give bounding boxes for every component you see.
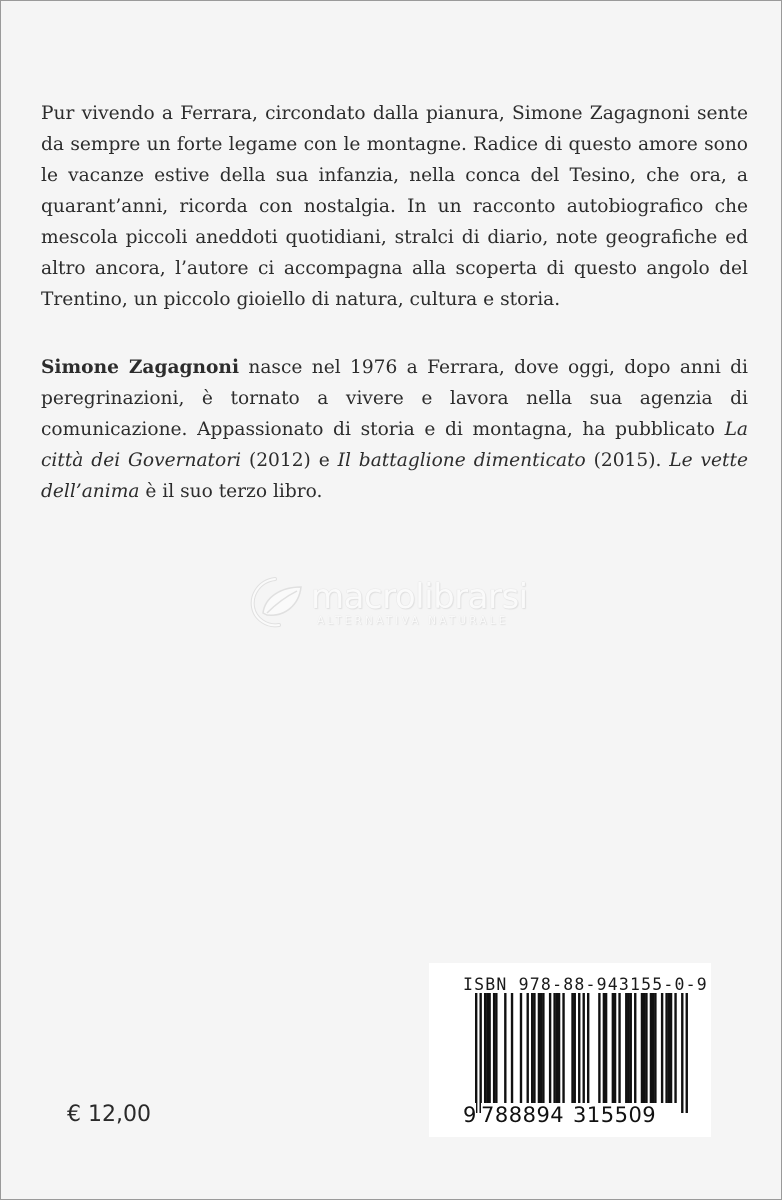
- price-label: € 12,00: [67, 1102, 151, 1127]
- barcode-bar: [486, 993, 488, 1103]
- author-bio-text: (2015).: [585, 450, 670, 471]
- barcode-bar: [605, 993, 607, 1103]
- barcode-bar: [643, 993, 645, 1103]
- book-title-3: Le vette dell’anima: [41, 450, 748, 502]
- barcode-bar: [493, 993, 495, 1103]
- barcode-bar: [479, 993, 481, 1113]
- barcode-bar: [670, 993, 672, 1103]
- book-title-2: Il battaglione dimenticato: [337, 450, 586, 471]
- barcode-bar: [583, 993, 585, 1113]
- barcode-bar: [495, 993, 497, 1103]
- barcode-bar: [650, 993, 652, 1103]
- watermark-tagline: ALTERNATIVA NATURALE: [317, 615, 509, 627]
- barcode-bar: [558, 993, 560, 1103]
- leaf-icon: [245, 573, 309, 631]
- barcode-bar: [654, 993, 656, 1103]
- author-biography: [41, 352, 748, 507]
- barcode-bar: [661, 993, 663, 1103]
- barcode-bar: [562, 993, 564, 1103]
- barcode-bar: [630, 993, 632, 1103]
- ean-right-digits: 315509: [573, 1103, 657, 1127]
- barcode-bar: [603, 993, 605, 1103]
- barcode-bar: [652, 993, 654, 1103]
- barcode-bar: [668, 993, 670, 1103]
- author-name: Simone Zagagnoni: [41, 357, 240, 378]
- barcode-bar: [540, 993, 542, 1103]
- barcode-bar: [598, 993, 600, 1103]
- barcode-bar: [645, 993, 647, 1103]
- watermark-name: macrolibrarsi: [311, 577, 528, 617]
- barcode-bar: [618, 993, 620, 1103]
- book-title-1: La città dei Governatori: [41, 419, 748, 471]
- author-bio-text: (2012) e: [241, 450, 338, 471]
- barcode-bar: [641, 993, 643, 1103]
- barcode-bar: [484, 993, 486, 1103]
- isbn-label: ISBN 978-88-943155-0-9: [463, 975, 708, 994]
- barcode-bar: [571, 993, 573, 1103]
- barcode-bar: [475, 993, 477, 1113]
- ean-left-digits: 788894: [481, 1103, 565, 1127]
- barcode-bar: [612, 993, 614, 1103]
- barcode-bar: [578, 993, 580, 1113]
- barcode-bar: [686, 993, 688, 1113]
- barcode-bar: [538, 993, 540, 1103]
- barcode-bar: [553, 993, 555, 1103]
- barcode-bar: [542, 993, 544, 1103]
- barcode-bar: [549, 993, 551, 1103]
- barcode-bar: [533, 993, 535, 1103]
- barcode-bar: [627, 993, 629, 1103]
- barcode-bar: [527, 993, 529, 1103]
- ean-first-digit: 9: [463, 1103, 477, 1127]
- barcode-bar: [574, 993, 576, 1103]
- barcode-bar: [587, 993, 589, 1103]
- barcode-bar: [511, 993, 513, 1103]
- barcode-bar: [531, 993, 533, 1103]
- barcode-bar: [634, 993, 636, 1103]
- macrolibrarsi-watermark: [245, 573, 545, 631]
- barcode-bar: [504, 993, 506, 1103]
- barcode-bar: [625, 993, 627, 1103]
- author-bio-text: nasce nel 1976 a Ferrara, dove oggi, dopo anni di peregrinazioni, è tornato a vivere e lavora nella sua agenzia di comunicazione. Appassionato di storia e di montagna, ha pubblicato: [41, 357, 748, 440]
- isbn-barcode: [429, 963, 711, 1137]
- barcode-bar: [614, 993, 616, 1103]
- barcode-bar: [556, 993, 558, 1103]
- book-synopsis: Pur vivendo a Ferrara, circondato dalla pianura, Simone Zagagnoni sente da sempre un forte legame con le montagne. Radice di questo amore sono le vacanze estive della sua infanzia, nella conca del Tesino, che ora, a quarant’anni, ricorda con nostalgia. In un racconto autobiografico che mescola piccoli aneddoti quotidiani, stralci di diario, note geografiche ed altro ancora, l’autore ci accompagna alla scoperta di questo angolo del Trentino, un piccolo gioiello di natura, cultura e storia.: [41, 103, 748, 310]
- barcode-bar: [674, 993, 676, 1103]
- barcode-bar: [665, 993, 667, 1103]
- barcode-bar: [488, 993, 490, 1103]
- author-bio-text: è il suo terzo libro.: [139, 481, 323, 502]
- barcode-bar: [520, 993, 522, 1103]
- barcode-bar: [681, 993, 683, 1113]
